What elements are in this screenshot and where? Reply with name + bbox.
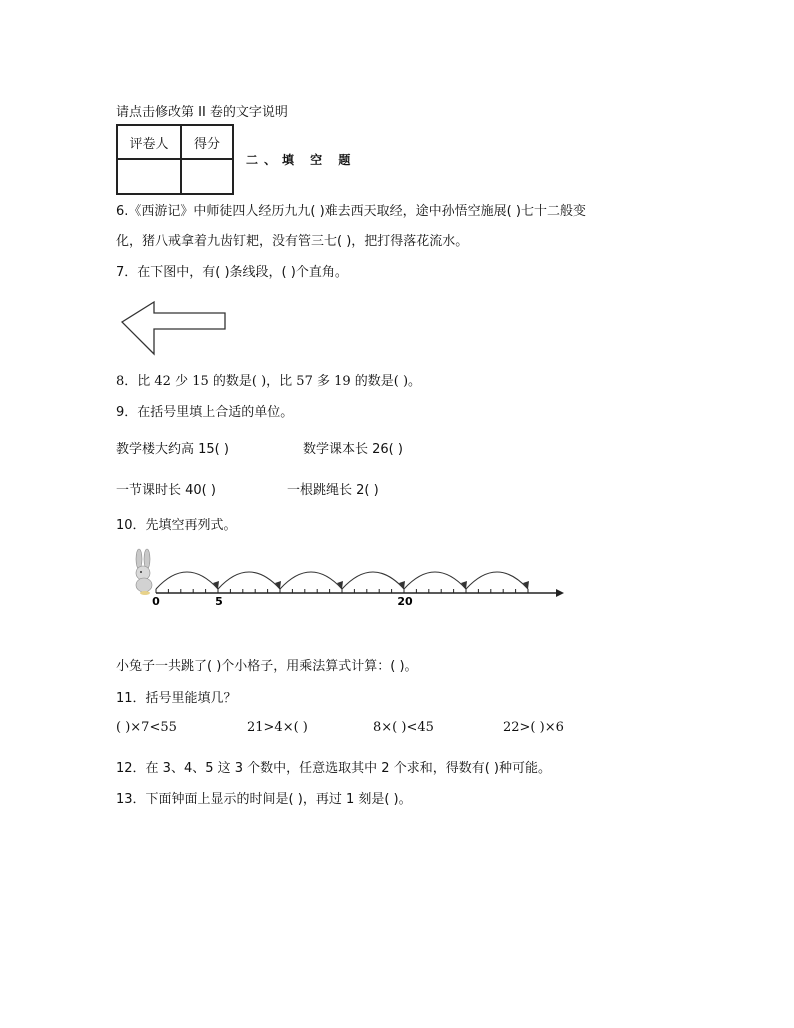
score-table-header-grader: 评卷人	[117, 125, 181, 159]
jump-arc	[218, 572, 280, 589]
number-line-label-5: 5	[215, 595, 223, 608]
jump-arc	[156, 572, 218, 589]
score-table-score-cell[interactable]	[181, 159, 233, 194]
question-11: 11．括号里能填几？	[116, 691, 237, 706]
score-table-grader-cell[interactable]	[117, 159, 181, 194]
question-13: 13．下面钟面上显示的时间是( )，再过 1 刻是( )。	[116, 792, 412, 807]
question-12: 12．在 3、4、5 这 3 个数中，任意选取其中 2 个求和，得数有( )种可能。	[116, 761, 551, 776]
question-9-item-3: 一节课时长 40( )	[116, 483, 216, 498]
header-note: 请点击修改第 II 卷的文字说明	[116, 105, 288, 120]
question-11-item-4: 22>( )×6	[503, 720, 564, 735]
question-9: 9．在括号里填上合适的单位。	[116, 405, 294, 420]
question-11-item-3: 8×( )<45	[373, 720, 434, 735]
question-10: 10．先填空再列式。	[116, 518, 237, 533]
question-9-item-1: 教学楼大约高 15( )	[116, 442, 229, 457]
jump-arc	[280, 572, 342, 589]
number-line-arrowhead	[556, 589, 564, 597]
question-8: 8．比 42 少 15 的数是( )，比 57 多 19 的数是( )。	[116, 374, 422, 389]
score-table-header-score: 得分	[181, 125, 233, 159]
jump-arc	[466, 572, 528, 589]
jump-arc	[342, 572, 404, 589]
arrow-figure	[118, 298, 230, 360]
question-9-item-4: 一根跳绳长 2( )	[287, 483, 379, 498]
number-line-label-0: 0	[152, 595, 160, 608]
question-6-line-2: 化，猪八戒拿着九齿钉耙，没有管三七( )，把打得落花流水。	[116, 234, 469, 249]
arrow-shape	[122, 302, 225, 354]
jump-arcs	[156, 572, 529, 589]
question-6-line-1: 6.《西游记》中师徒四人经历九九( )难去西天取经，途中孙悟空施展( )七十二般变	[116, 204, 586, 219]
rabbit-icon	[136, 549, 152, 595]
question-10-answer: 小兔子一共跳了( )个小格子，用乘法算式计算：( )。	[116, 659, 418, 674]
question-11-item-1: ( )×7<55	[116, 720, 177, 735]
score-table	[116, 124, 234, 195]
question-9-item-2: 数学课本长 26( )	[303, 442, 403, 457]
jump-arc	[404, 572, 466, 589]
number-line-figure	[126, 545, 571, 615]
number-line-label-20: 20	[397, 595, 413, 608]
section-title: 二、填 空 题	[246, 153, 357, 167]
question-7: 7．在下图中，有( )条线段，( )个直角。	[116, 265, 348, 280]
question-11-item-2: 21>4×( )	[247, 720, 308, 735]
